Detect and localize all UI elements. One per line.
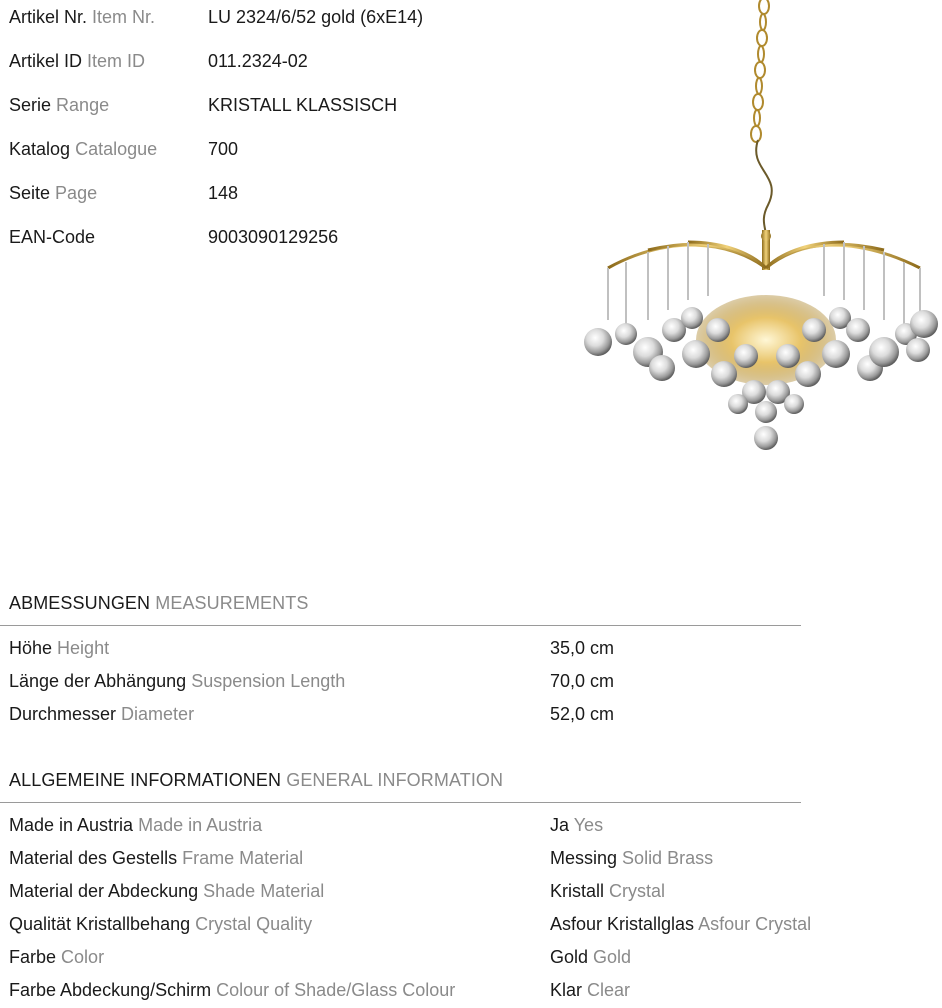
- general-info-title: [9, 768, 503, 792]
- range-value: KRISTALL KLASSISCH: [208, 95, 398, 115]
- page-value: 148: [208, 183, 239, 203]
- crystal-quality-label-en: Crystal Quality: [195, 914, 313, 934]
- general-info-divider: [0, 802, 801, 803]
- shade-color-value-de: Klar: [550, 980, 583, 1000]
- suspension-length-label-de: Länge der Abhängung: [9, 671, 187, 691]
- suspension-length-label-en: Suspension Length: [191, 671, 346, 691]
- crystal-quality-value-de: Asfour Kristallglas: [550, 914, 695, 934]
- frame-material-value-de: Messing: [550, 848, 618, 868]
- measurements-title-de: ABMESSUNGEN: [9, 593, 151, 613]
- shade-color-label-de: Farbe Abdeckung/Schirm: [9, 980, 212, 1000]
- item-number-label-de: Artikel Nr.: [9, 7, 88, 27]
- measurements-title: [9, 591, 308, 615]
- frame-material-value-en: Solid Brass: [622, 848, 714, 868]
- height-value: 35,0 cm: [550, 638, 615, 658]
- measurements-divider: [0, 625, 801, 626]
- crystal-quality-label-de: Qualität Kristallbehang: [9, 914, 191, 934]
- diameter-label-en: Diameter: [121, 704, 195, 724]
- shade-color-value-en: Clear: [587, 980, 631, 1000]
- height-label-de: Höhe: [9, 638, 53, 658]
- range-label-en: Range: [56, 95, 110, 115]
- shade-color-label-en: Colour of Shade/Glass Colour: [216, 980, 456, 1000]
- shade-material-value-en: Crystal: [609, 881, 666, 901]
- height-label-en: Height: [57, 638, 110, 658]
- range-label-de: Serie: [9, 95, 52, 115]
- shade-material-label-de: Material der Abdeckung: [9, 881, 199, 901]
- page-label-en: Page: [55, 183, 98, 203]
- frame-material-label-en: Frame Material: [182, 848, 304, 868]
- color-value-en: Gold: [593, 947, 632, 967]
- crystal-quality-value-en: Asfour Crystal: [698, 914, 812, 934]
- product-image: [578, 0, 940, 460]
- color-label-en: Color: [61, 947, 105, 967]
- general-info-title-en: GENERAL INFORMATION: [286, 770, 504, 790]
- chandelier-image: [578, 0, 940, 460]
- suspension-length-value: 70,0 cm: [550, 671, 615, 691]
- made-in-austria-label-de: Made in Austria: [9, 815, 134, 835]
- diameter-value: 52,0 cm: [550, 704, 615, 724]
- color-label-de: Farbe: [9, 947, 57, 967]
- made-in-austria-value-de: Ja: [550, 815, 570, 835]
- catalogue-label-de: Katalog: [9, 139, 71, 159]
- item-number-value: LU 2324/6/52 gold (6xE14): [208, 7, 424, 27]
- item-number-label-en: Item Nr.: [92, 7, 156, 27]
- item-id-label-en: Item ID: [87, 51, 146, 71]
- shade-material-value-de: Kristall: [550, 881, 605, 901]
- ean-value: 9003090129256: [208, 227, 339, 247]
- frame-material-label-de: Material des Gestells: [9, 848, 178, 868]
- made-in-austria-label-en: Made in Austria: [138, 815, 263, 835]
- diameter-label-de: Durchmesser: [9, 704, 117, 724]
- made-in-austria-value-en: Yes: [573, 815, 604, 835]
- item-id-label-de: Artikel ID: [9, 51, 83, 71]
- measurements-title-en: MEASUREMENTS: [155, 593, 309, 613]
- shade-material-label-en: Shade Material: [203, 881, 325, 901]
- page-label-de: Seite: [9, 183, 51, 203]
- general-info-title-de: ALLGEMEINE INFORMATIONEN: [9, 770, 282, 790]
- ean-label: EAN-Code: [9, 227, 96, 247]
- chain: [751, 0, 769, 142]
- item-id-value: 011.2324-02: [208, 51, 308, 71]
- catalogue-value: 700: [208, 139, 239, 159]
- color-value-de: Gold: [550, 947, 589, 967]
- catalogue-label-en: Catalogue: [75, 139, 158, 159]
